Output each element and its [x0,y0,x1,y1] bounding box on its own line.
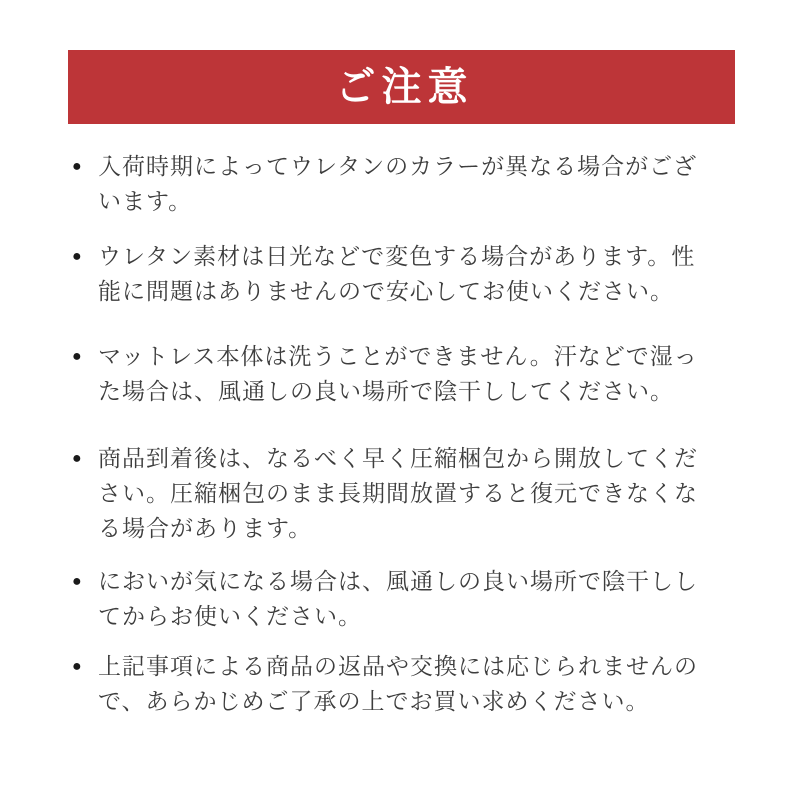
note-text: 入荷時期によってウレタンのカラーが異なる場合がございます。 [98,153,698,214]
bullet-icon: ● [72,348,82,365]
note-text: 商品到着後は、なるべく早く圧縮梱包から開放してください。圧縮梱包のまま長期間放置すると復元できなくなる場合があります。 [98,445,698,541]
note-item [72,339,800,409]
bullet-icon: ● [72,450,82,467]
note-item [72,149,800,219]
note-text: においが気になる場合は、風通しの良い場所で陰干ししてからお使いください。 [98,568,698,629]
bullet-icon: ● [72,158,82,175]
bullet-icon: ● [72,248,82,265]
banner-title: ご注意 [335,65,474,109]
caution-banner [68,50,735,124]
note-item [72,441,800,546]
bullet-icon: ● [72,658,82,675]
bullet-icon: ● [72,573,82,590]
note-text: ウレタン素材は日光などで変色する場合があります。性能に問題はありませんので安心してお使いください。 [98,243,696,304]
note-item [72,239,800,309]
note-text: マットレス本体は洗うことができません。汗などで湿った場合は、風通しの良い場所で陰干ししてください。 [98,343,698,404]
notes-list [72,149,800,719]
note-text: 上記事項による商品の返品や交換には応じられませんので、あらかじめご了承の上でお買い求めください。 [98,653,698,714]
note-item [72,649,800,719]
note-item [72,564,800,634]
